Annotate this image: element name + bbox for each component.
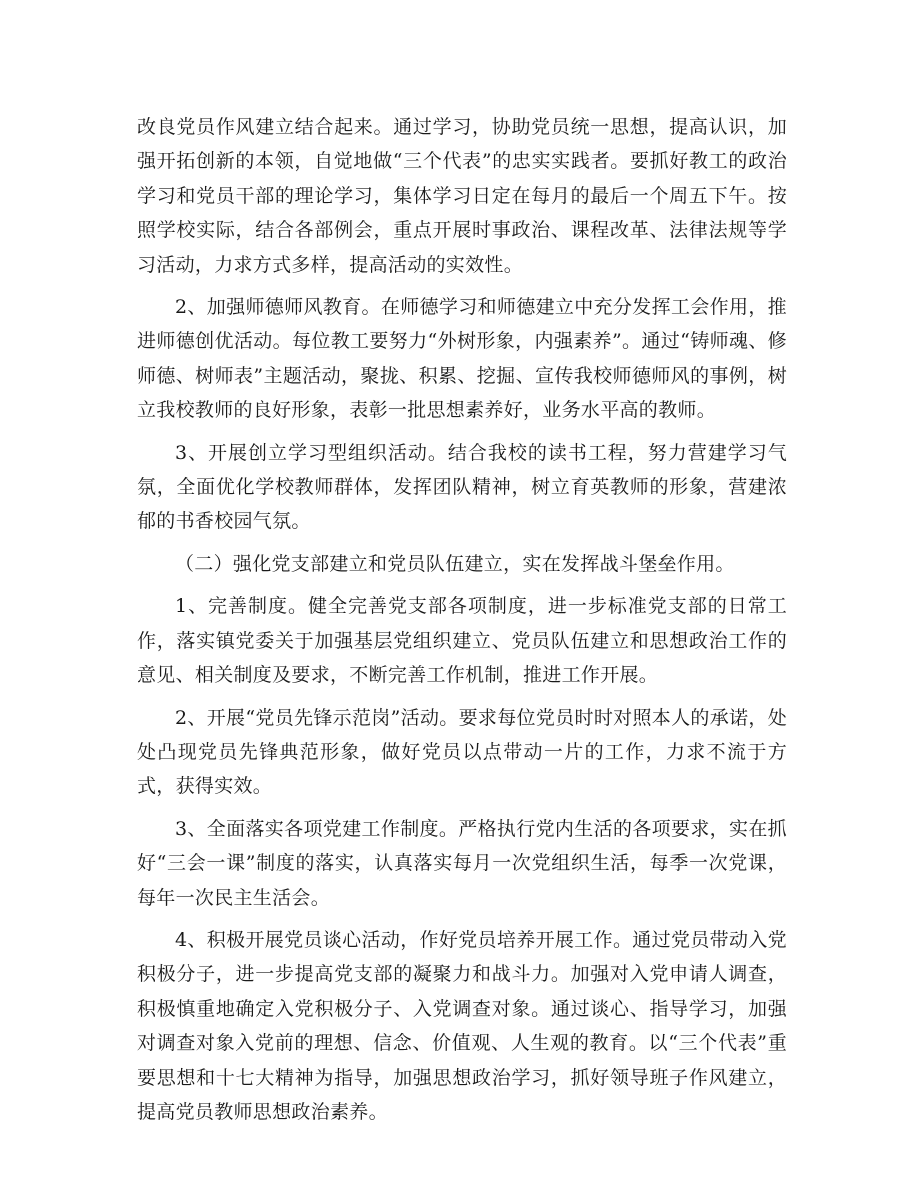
paragraph-heart-to-heart: 4、积极开展党员谈心活动，作好党员培养开展工作。通过党员带动入党积极分子，进一步提高党支部的凝聚力和战斗力。加强对入党申请人调查，积极慎重地确定入党积极分子、入党调查对象。通过谈心、指导学习，加强对调查对象入党前的理想、信念、价值观、人生观的教育。以“三个代表”重要思想和十七大精神为指导，加强思想政治学习，抓好领导班子作风建立，提高党员教师思想政治素养。 bbox=[137, 928, 787, 1123]
section-heading-party-branch: （二）强化党支部建立和党员队伍建立，实在发挥战斗堡垒作用。 bbox=[175, 552, 735, 575]
paragraph-party-study: 改良党员作风建立结合起来。通过学习，协助党员统一思想，提高认识，加强开拓创新的本领，自觉地做“三个代表”的忠实实践者。要抓好教工的政治学习和党员干部的理论学习，集体学习日定在每月的最后一个周五下午。按照学校实际，结合各部例会，重点开展时事政治、课程改革、法律法规等学习活动，力求方式多样，提高活动的实效性。 bbox=[137, 116, 787, 276]
paragraph-learning-organization: 3、开展创立学习型组织活动。结合我校的读书工程，努力营建学习气氛，全面优化学校教师群体，发挥团队精神，树立育英教师的形象，营建浓郁的书香校园气氛。 bbox=[137, 441, 787, 533]
paragraph-party-building-system: 3、全面落实各项党建工作制度。严格执行党内生活的各项要求，实在抓好“三会一课”制度的落实，认真落实每月一次党组织生活，每季一次党课，每年一次民主生活会。 bbox=[137, 817, 787, 909]
paragraph-teacher-ethics: 2、加强师德师风教育。在师德学习和师德建立中充分发挥工会作用，推进师德创优活动。每位教工要努力“外树形象，内强素养”。通过“铸师魂、修师德、树师表”主题活动，聚拢、积累、挖掘、宣传我校师德师风的事例，树立我校教师的良好形象，表彰一批思想素养好，业务水平高的教师。 bbox=[137, 296, 787, 422]
document-body bbox=[137, 110, 787, 1137]
paragraph-improve-system: 1、完善制度。健全完善党支部各项制度，进一步标准党支部的日常工作，落实镇党委关于加强基层党组织建立、党员队伍建立和思想政治工作的意见、相关制度及要求，不断完善工作机制，推进工作开展。 bbox=[137, 595, 787, 687]
paragraph-pioneer-post: 2、开展“党员先锋示范岗”活动。要求每位党员时时对照本人的承诺，处处凸现党员先锋典范形象，做好党员以点带动一片的工作，力求不流于方式，获得实效。 bbox=[137, 706, 787, 798]
